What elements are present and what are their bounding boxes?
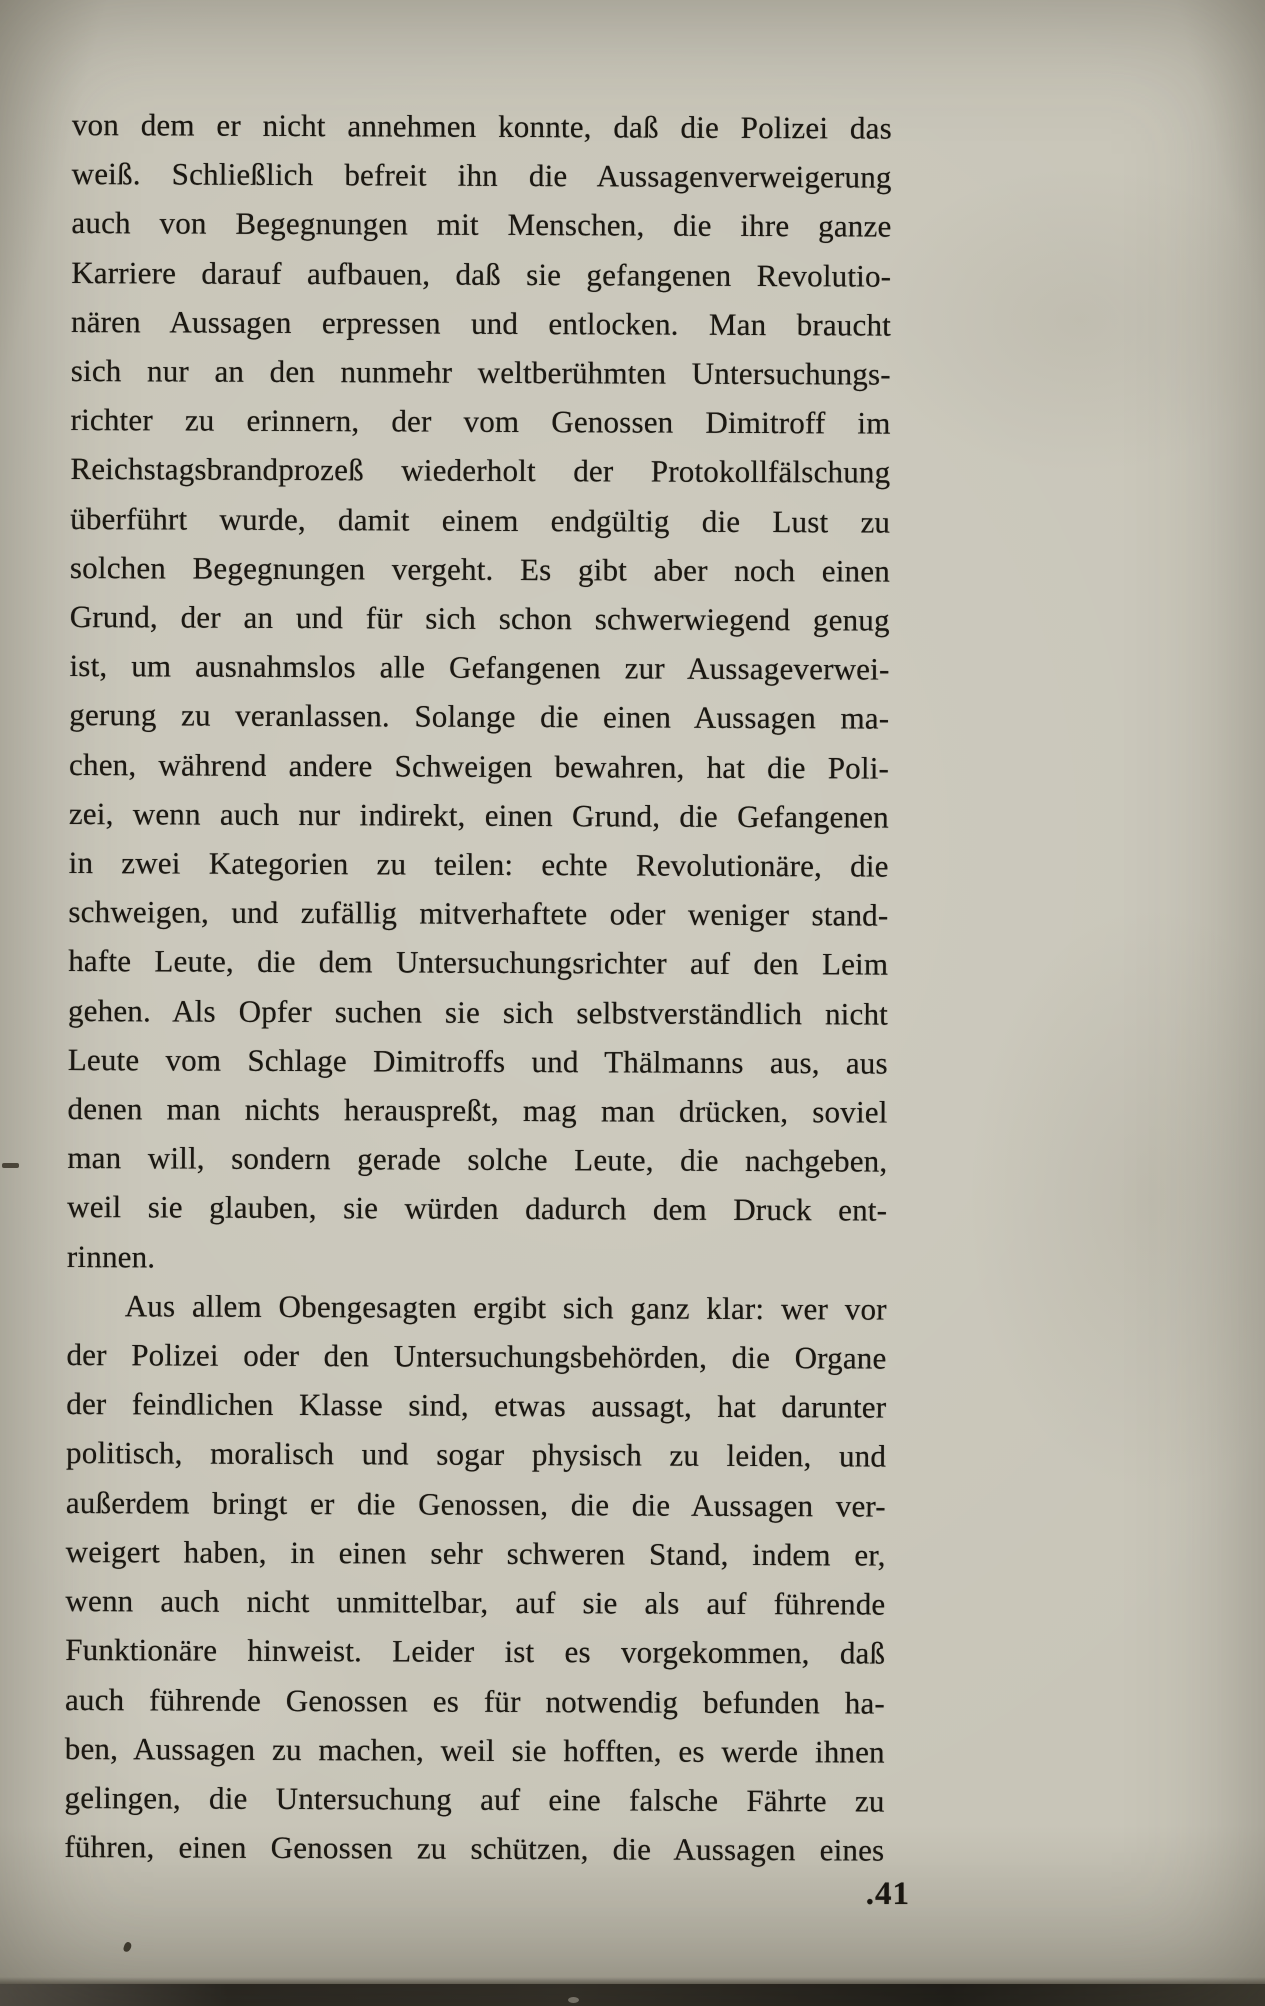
page-number: .41 (865, 1876, 910, 1912)
text-line: ist, um ausnahmslos alle Gefangenen zur Aussageverwei- (69, 648, 890, 687)
text-line: gerung zu veranlassen. Solange die einen Aussagen ma- (69, 697, 890, 737)
page-text-block (64, 100, 892, 1875)
text-line: schweigen, und zufällig mitverhaftete oder weniger stand- (68, 894, 889, 933)
text-line: auch von Begegnungen mit Menschen, die ihre ganze (71, 205, 892, 244)
text-line: Leute vom Schlage Dimitroffs und Thälmanns aus, aus (67, 1041, 888, 1081)
text-line: rinnen. (66, 1238, 156, 1275)
text-line: Reichstagsbrandprozeß wiederholt der Protokollfälschung (70, 451, 891, 490)
text-line: sich nur an den nunmehr weltberühmten Untersuchungs- (70, 353, 891, 392)
paragraph (67, 100, 892, 1284)
text-line: richter zu erinnern, der vom Genossen Dimitroff im (70, 402, 891, 441)
text-line: solchen Begegnungen vergeht. Es gibt aber noch einen (69, 549, 891, 589)
text-line: ben, Aussagen zu machen, weil sie hofften, es werde ihnen (64, 1730, 885, 1770)
text-line: wenn auch nicht unmittelbar, auf sie als auf führende (65, 1583, 886, 1622)
scan-edge-speck (568, 1997, 579, 2003)
text-line: Grund, der an und für sich schon schwerwiegend genug (69, 599, 890, 638)
text-line: von dem er nicht annehmen konnte, daß die Polizei das (71, 106, 892, 146)
scan-edge-artifact (0, 1984, 1265, 2006)
text-line: weigert haben, in einen sehr schweren Stand, indem er, (65, 1533, 886, 1573)
text-line: Funktionäre hinweist. Leider ist es vorgekommen, daß (65, 1632, 886, 1671)
text-line: nären Aussagen erpressen und entlocken. Man braucht (70, 303, 892, 343)
text-line: gehen. Als Opfer suchen sie sich selbstverständlich nicht (67, 992, 889, 1032)
text-line: Aus allem Obengesagten ergibt sich ganz klar: wer vor (124, 1288, 887, 1327)
text-line: auch führende Genossen es für notwendig befunden ha- (64, 1681, 886, 1721)
scan-artifact-dot (123, 1941, 133, 1953)
text-line: außerdem bringt er die Genossen, die die Aussagen ver- (65, 1484, 886, 1524)
text-line: der Polizei oder den Untersuchungsbehörden, die Organe (66, 1337, 887, 1376)
text-line: überführt wurde, damit einem endgültig die Lust zu (70, 500, 891, 540)
paragraph (64, 1281, 887, 1875)
text-line: man will, sondern gerade solche Leute, die nachgeben, (67, 1140, 888, 1179)
text-line: hafte Leute, die dem Untersuchungsrichter auf den Leim (68, 943, 889, 983)
text-line: chen, während andere Schweigen bewahren, hat die Poli- (69, 746, 890, 786)
text-line: weil sie glauben, sie würden dadurch dem Druck ent- (67, 1189, 888, 1229)
text-line: der feindlichen Klasse sind, etwas aussagt, hat darunter (66, 1386, 887, 1425)
text-line: in zwei Kategorien zu teilen: echte Revolutionäre, die (68, 845, 889, 884)
text-line: gelingen, die Untersuchung auf eine falsche Fährte zu (64, 1779, 885, 1819)
scan-artifact-dash (2, 1163, 19, 1168)
text-line: Karriere darauf aufbauen, daß sie gefangenen Revolutio- (71, 254, 892, 294)
text-line: zei, wenn auch nur indirekt, einen Grund, die Gefangenen (68, 795, 889, 835)
text-line: denen man nichts herauspreßt, mag man drücken, soviel (67, 1091, 888, 1130)
text-line: führen, einen Genossen zu schützen, die Aussagen eines (64, 1829, 885, 1868)
text-line: politisch, moralisch und sogar physisch zu leiden, und (66, 1435, 887, 1475)
text-line: weiß. Schließlich befreit ihn die Aussagenverweigerung (71, 156, 892, 195)
